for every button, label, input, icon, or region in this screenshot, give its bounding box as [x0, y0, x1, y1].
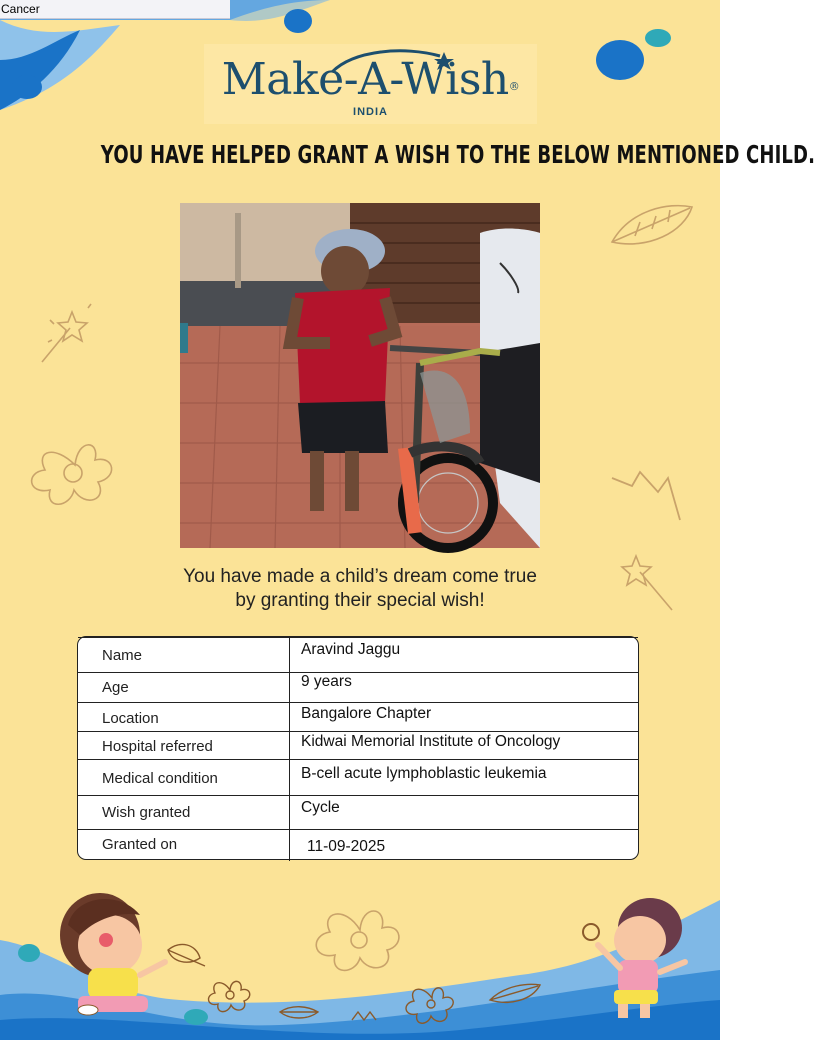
row-label: Granted on [102, 836, 178, 853]
table-row [78, 672, 638, 702]
wand-icon [622, 556, 672, 610]
logo-subtitle: INDIA [353, 106, 388, 118]
message-line-2: by granting their special wish! [235, 590, 485, 611]
row-value: Aravind Jaggu [301, 641, 401, 658]
flower-icon [32, 445, 112, 504]
row-value: 11-09-2025 [307, 838, 386, 855]
leaf-icon [612, 206, 692, 244]
table-row [78, 795, 638, 829]
row-label: Medical condition [102, 770, 218, 787]
child-photo [180, 203, 540, 548]
wand-icon [42, 304, 91, 362]
table-row [78, 637, 638, 672]
row-label: Name [102, 647, 143, 664]
table-row [78, 731, 638, 759]
row-value: Cycle [301, 799, 340, 816]
row-value: 9 years [301, 673, 352, 690]
table-row [78, 702, 638, 731]
wish-details-table [77, 636, 639, 860]
row-label: Location [102, 710, 159, 727]
table-row [78, 759, 638, 795]
table-row [78, 829, 638, 861]
row-value: B-cell acute lymphoblastic leukemia [301, 765, 547, 782]
thank-you-message [100, 565, 620, 613]
make-a-wish-logo [204, 44, 537, 124]
row-value: Bangalore Chapter [301, 705, 432, 722]
row-label: Hospital referred [102, 738, 213, 755]
category-tag: Cancer [0, 0, 230, 19]
message-line-1: You have made a child’s dream come true [183, 566, 537, 587]
row-label: Age [102, 679, 129, 696]
row-label: Wish granted [102, 804, 191, 821]
headline: YOU HAVE HELPED GRANT A WISH TO THE BELOW MENTIONED CHILD. [100, 140, 815, 169]
zigzag-icon [612, 472, 680, 520]
logo-wordmark: Make-A-Wish® [221, 54, 520, 105]
flower-icon [316, 911, 399, 970]
row-value: Kidwai Memorial Institute of Oncology [301, 733, 561, 750]
